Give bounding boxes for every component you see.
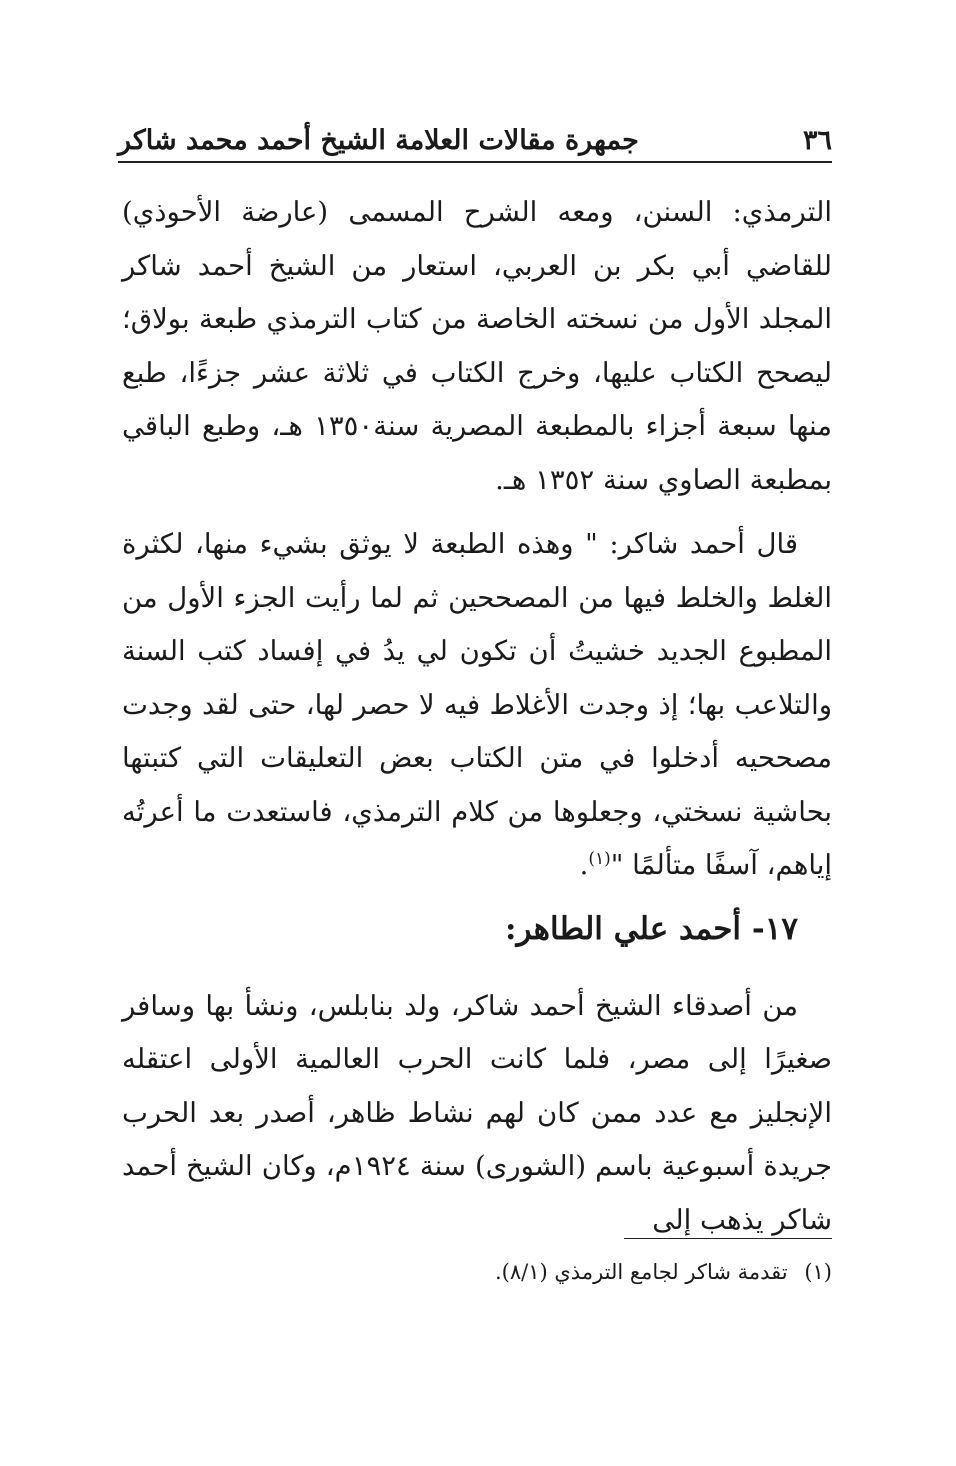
footnote-reference[interactable]: (١) <box>588 848 611 869</box>
quote-text: قال أحمد شاكر: " وهذه الطبعة لا يوثق بشيء منها، لكثرة الغلط والخلط فيها من المصححين ثم لما رأيت الجزء الأول من المطبوع الجديد خشيتُ أن تكون لي يدُ في إفساد كتب السنة والتلاعب بها؛ إذ وجدت الأغلاط فيه لا حصر لها، حتى لقد وجدت مصححيه أدخلوا في متن الكتاب بعض التعليقات التي كتبتها بحاشية نسختي، وجعلوها من كلام الترمذي، فاستعدت ما أعرتُه إياهم، آسفًا متألمًا " <box>122 528 832 881</box>
paragraph-ahmad-ali-taher: من أصدقاء الشيخ أحمد شاكر، ولد بنابلس، ونشأ بها وسافر صغيرًا إلى مصر، فلما كانت الحرب العالمية الأولى اعتقله الإنجليز مع عدد ممن كان لهم نشاط ظاهر، أصدر بعد الحرب جريدة أسبوعية باسم (الشورى) سنة ١٩٢٤م، وكان الشيخ أحمد شاكر يذهب إلى <box>122 989 832 1236</box>
page-number: ٣٦ <box>802 125 832 156</box>
section-heading: ١٧- أحمد علي الطاهر: <box>505 910 798 947</box>
book-title: جمهرة مقالات العلامة الشيخ أحمد محمد شاكر <box>118 125 639 156</box>
main-text <box>122 186 832 1258</box>
running-header <box>118 112 832 156</box>
footnote-text: تقدمة شاكر لجامع الترمذي (٨/١). <box>494 1260 788 1284</box>
paragraph-shakir-quote <box>122 518 832 893</box>
header-rule <box>118 161 832 163</box>
footnote-rule <box>624 1238 832 1239</box>
quote-end-punctuation: . <box>579 849 589 881</box>
footnote <box>122 1252 832 1292</box>
paragraph-tirmidhi-edition: الترمذي: السنن، ومعه الشرح المسمى (عارضة الأحوذي) للقاضي أبي بكر بن العربي، استعار من الشيخ أحمد شاكر المجلد الأول من نسخته الخاصة من كتاب الترمذي طبعة بولاق؛ ليصحح الكتاب عليها، وخرج الكتاب في ثلاثة عشر جزءًا، طبع منها سبعة أجزاء بالمطبعة المصرية سنة١٣٥٠ هـ، وطبع الباقي بمطبعة الصاوي سنة ١٣٥٢ هـ. <box>122 196 832 496</box>
footnote-number: (١) <box>804 1260 832 1284</box>
